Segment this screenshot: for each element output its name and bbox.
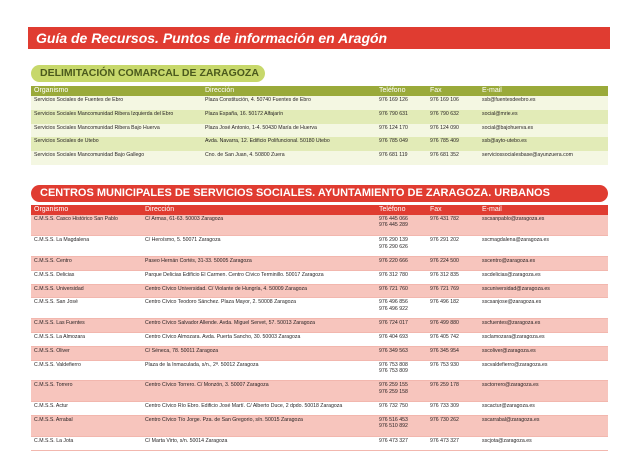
cell-direccion: Centro Cívico Almozara. Avda. Puerta Sancho, 30. 50003 Zaragoza — [142, 333, 376, 347]
cell-direccion: Plaza España, 16. 50172 Alfajarín — [202, 110, 376, 124]
telefono-line: 976 721 760 — [379, 285, 408, 292]
cell-organismo: C.M.S.S. Universidad — [31, 284, 142, 298]
telefono-line: 976 290 626 — [379, 243, 408, 250]
cell-organismo: C.M.S.S. Valdefierro — [31, 360, 142, 381]
cell-email[interactable]: sscoliver@zaragoza.es — [479, 346, 608, 360]
cell-telefono — [376, 257, 427, 271]
cell-telefono: 976 124 170 — [376, 124, 427, 138]
cell-organismo: C.M.S.S. Centro — [31, 257, 142, 271]
cell-telefono: 976 785 049 — [376, 137, 427, 151]
table-row — [31, 151, 608, 165]
cell-email[interactable]: social@mrie.es — [479, 110, 608, 124]
section-heading-urbanos: CENTROS MUNICIPALES DE SERVICIOS SOCIALES. AYUNTAMIENTO DE ZARAGOZA. URBANOS — [31, 185, 608, 202]
table-row — [31, 96, 608, 110]
column-header-email: E-mail — [479, 205, 608, 215]
table-row — [31, 137, 608, 151]
cell-telefono — [376, 402, 427, 416]
cell-telefono: 976 790 631 — [376, 110, 427, 124]
cell-fax: 976 681 352 — [427, 151, 479, 165]
table-row — [31, 215, 608, 236]
table-header-row — [31, 86, 608, 96]
cell-email[interactable]: sscarrabal@zaragoza.es — [479, 416, 608, 437]
cell-email[interactable]: ssb@fuentesdeebro.es — [479, 96, 608, 110]
cell-fax: 976 785 409 — [427, 137, 479, 151]
telefono-line: 976 753 809 — [379, 368, 408, 375]
cell-fax: 976 733 309 — [427, 402, 479, 416]
cell-fax: 976 790 632 — [427, 110, 479, 124]
cell-organismo: C.M.S.S. Casco Histórico San Pablo — [31, 215, 142, 236]
cell-fax: 976 224 500 — [427, 257, 479, 271]
column-header-fax: Fax — [427, 205, 479, 215]
telefono-line: 976 445 066 — [379, 216, 408, 222]
telefono-line: 976 732 750 — [379, 403, 408, 410]
telefono-line: 976 445 289 — [379, 222, 408, 229]
cell-organismo: Servicios Sociales Mancomunidad Bajo Gallego — [31, 151, 202, 165]
cell-direccion: Plaza José Antonio, 1-4. 50430 María de Huerva — [202, 124, 376, 138]
cell-fax: 976 169 106 — [427, 96, 479, 110]
column-header-direccion: Dirección — [202, 86, 376, 96]
telefono-line: 976 724 017 — [379, 320, 408, 327]
telefono-line: 976 259 155 — [379, 382, 408, 389]
cell-email[interactable]: sscfuentes@zaragoza.es — [479, 319, 608, 333]
cell-telefono — [376, 360, 427, 381]
telefono-line: 976 290 139 — [379, 237, 408, 244]
table-row — [31, 360, 608, 381]
cell-telefono — [376, 319, 427, 333]
cell-fax: 976 499 880 — [427, 319, 479, 333]
cell-fax: 976 496 182 — [427, 298, 479, 319]
cell-email[interactable]: sscentro@zaragoza.es — [479, 257, 608, 271]
cell-direccion: Centro Cívico Teodoro Sánchez. Plaza Mayor, 2. 50008 Zaragoza — [142, 298, 376, 319]
cell-email[interactable]: ssclamozara@zaragoza.es — [479, 333, 608, 347]
cell-direccion: C/ Marta Virto, s/n. 50014 Zaragoza — [142, 436, 376, 450]
cell-direccion: Plaza de la Inmaculada, s/n., 2ª. 50012 Zaragoza — [142, 360, 376, 381]
table-row — [31, 333, 608, 347]
cell-organismo: Servicios Sociales de Fuentes de Ebro — [31, 96, 202, 110]
cell-direccion: Paseo Hernán Cortés, 31-33. 50005 Zaragoza — [142, 257, 376, 271]
cell-telefono — [376, 270, 427, 284]
table-row — [31, 110, 608, 124]
cell-organismo: Servicios Sociales de Utebo — [31, 137, 202, 151]
cell-direccion: C/ Armas, 61-63. 50003 Zaragoza — [142, 215, 376, 236]
column-header-fax: Fax — [427, 86, 479, 96]
telefono-line: 976 220 666 — [379, 258, 408, 265]
cell-email[interactable]: sscjota@zaragoza.es — [479, 436, 608, 450]
telefono-line: 976 259 158 — [379, 388, 408, 395]
cell-fax: 976 753 930 — [427, 360, 479, 381]
table-row — [31, 416, 608, 437]
table-row — [31, 270, 608, 284]
cell-organismo: C.M.S.S. La Magdalena — [31, 236, 142, 257]
cell-organismo: C.M.S.S. Delicias — [31, 270, 142, 284]
cell-organismo: C.M.S.S. La Jota — [31, 436, 142, 450]
cell-email[interactable]: sscactur@zaragoza.es — [479, 402, 608, 416]
cell-organismo: C.M.S.S. San José — [31, 298, 142, 319]
cell-email[interactable]: sscvaldefierro@zaragoza.es — [479, 360, 608, 381]
cell-email[interactable]: sscsanjose@zaragoza.es — [479, 298, 608, 319]
cell-email[interactable]: social@bajohuerva.es — [479, 124, 608, 138]
cell-telefono — [376, 381, 427, 402]
cell-fax: 976 405 742 — [427, 333, 479, 347]
page-title: Guía de Recursos. Puntos de información en Aragón — [28, 27, 610, 49]
cell-fax: 976 730 262 — [427, 416, 479, 437]
telefono-line: 976 516 453 — [379, 417, 408, 424]
cell-direccion: C/ Heroísmo, 5. 50071 Zaragoza — [142, 236, 376, 257]
column-header-direccion: Dirección — [142, 205, 376, 215]
resources-table-urbanos — [31, 205, 608, 451]
section-heading-comarcal: DELIMITACIÓN COMARCAL DE ZARAGOZA — [31, 65, 265, 82]
cell-direccion: Centro Cívico Río Ebro. Edificio José Martí. C/ Alberto Duce, 2 dpdo. 50018 Zaragoza — [142, 402, 376, 416]
telefono-line: 976 473 327 — [379, 437, 408, 444]
table-row — [31, 124, 608, 138]
table-row — [31, 319, 608, 333]
cell-direccion: Centro Cívico Salvador Allende. Avda. Miguel Servet, 57. 50013 Zaragoza — [142, 319, 376, 333]
cell-fax: 976 124 090 — [427, 124, 479, 138]
cell-telefono — [376, 416, 427, 437]
table-row — [31, 257, 608, 271]
table-header-row — [31, 205, 608, 215]
resources-table-comarcal — [31, 86, 608, 165]
cell-email[interactable]: serviciossocialesbase@ayunzuera.com — [479, 151, 608, 165]
cell-direccion: C/ Séneca, 78. 50011 Zaragoza — [142, 346, 376, 360]
cell-organismo: C.M.S.S. La Almozara — [31, 333, 142, 347]
cell-direccion: Centro Cívico Torrero. C/ Monzón, 3. 50007 Zaragoza — [142, 381, 376, 402]
table-row — [31, 298, 608, 319]
table-row — [31, 402, 608, 416]
cell-email[interactable]: sscdelicias@zaragoza.es — [479, 270, 608, 284]
cell-fax: 976 345 954 — [427, 346, 479, 360]
table-row — [31, 381, 608, 402]
table-row — [31, 236, 608, 257]
cell-organismo: C.M.S.S. Oliver — [31, 346, 142, 360]
telefono-line: 976 404 693 — [379, 334, 408, 341]
table-row — [31, 284, 608, 298]
cell-email[interactable]: ssctorrero@zaragoza.es — [479, 381, 608, 402]
cell-telefono: 976 681 119 — [376, 151, 427, 165]
cell-organismo: C.M.S.S. Las Fuentes — [31, 319, 142, 333]
table-row — [31, 346, 608, 360]
telefono-line: 976 496 922 — [379, 305, 408, 312]
cell-organismo: Servicios Sociales Mancomunidad Ribera Bajo Huerva — [31, 124, 202, 138]
cell-direccion: Plaza Constitución, 4. 50740 Fuentes de Ebro — [202, 96, 376, 110]
telefono-line: 976 349 563 — [379, 347, 408, 354]
cell-fax: 976 291 202 — [427, 236, 479, 257]
cell-fax: 976 473 327 — [427, 436, 479, 450]
cell-telefono — [376, 215, 427, 236]
cell-fax: 976 721 769 — [427, 284, 479, 298]
cell-fax: 976 312 835 — [427, 270, 479, 284]
cell-organismo: Servicios Sociales Mancomunidad Ribera Izquierda del Ebro — [31, 110, 202, 124]
column-header-telefono: Teléfono — [376, 86, 427, 96]
cell-direccion: Centro Cívico Tío Jorge. Pza. de San Gregorio, s/n. 50015 Zaragoza — [142, 416, 376, 437]
cell-telefono — [376, 346, 427, 360]
cell-email[interactable]: sscmagdalena@zaragoza.es — [479, 236, 608, 257]
cell-telefono: 976 169 126 — [376, 96, 427, 110]
cell-organismo: C.M.S.S. Torrero — [31, 381, 142, 402]
cell-telefono — [376, 236, 427, 257]
telefono-line: 976 510 892 — [379, 423, 408, 430]
cell-direccion: Parque Delicias Edificio El Carmen. Centro Cívico Terminillo. 50017 Zaragoza — [142, 270, 376, 284]
cell-fax: 976 431 782 — [427, 215, 479, 236]
cell-direccion: Cno. de San Juan, 4. 50800 Zuera — [202, 151, 376, 165]
telefono-line: 976 753 808 — [379, 361, 408, 368]
telefono-line: 976 496 856 — [379, 299, 408, 306]
column-header-organismo: Organismo — [31, 86, 202, 96]
cell-direccion: Avda. Navarra, 12. Edificio Polifuncional. 50180 Utebo — [202, 137, 376, 151]
cell-email[interactable]: sscuniversidad@zaragoza.es — [479, 284, 608, 298]
cell-telefono — [376, 284, 427, 298]
cell-direccion: Centro Cívico Universidad. C/ Violante de Hungría, 4. 50009 Zaragoza — [142, 284, 376, 298]
cell-organismo: C.M.S.S. Actur — [31, 402, 142, 416]
cell-telefono — [376, 298, 427, 319]
telefono-line: 976 312 780 — [379, 271, 408, 278]
cell-email[interactable]: sscsanpablo@zaragoza.es — [479, 215, 608, 236]
cell-organismo: C.M.S.S. Arrabal — [31, 416, 142, 437]
column-header-organismo: Organismo — [31, 205, 142, 215]
cell-telefono — [376, 333, 427, 347]
column-header-email: E-mail — [479, 86, 608, 96]
cell-telefono — [376, 436, 427, 450]
cell-email[interactable]: ssb@ayto-utebo.es — [479, 137, 608, 151]
table-row — [31, 436, 608, 450]
cell-fax: 976 259 178 — [427, 381, 479, 402]
column-header-telefono: Teléfono — [376, 205, 427, 215]
